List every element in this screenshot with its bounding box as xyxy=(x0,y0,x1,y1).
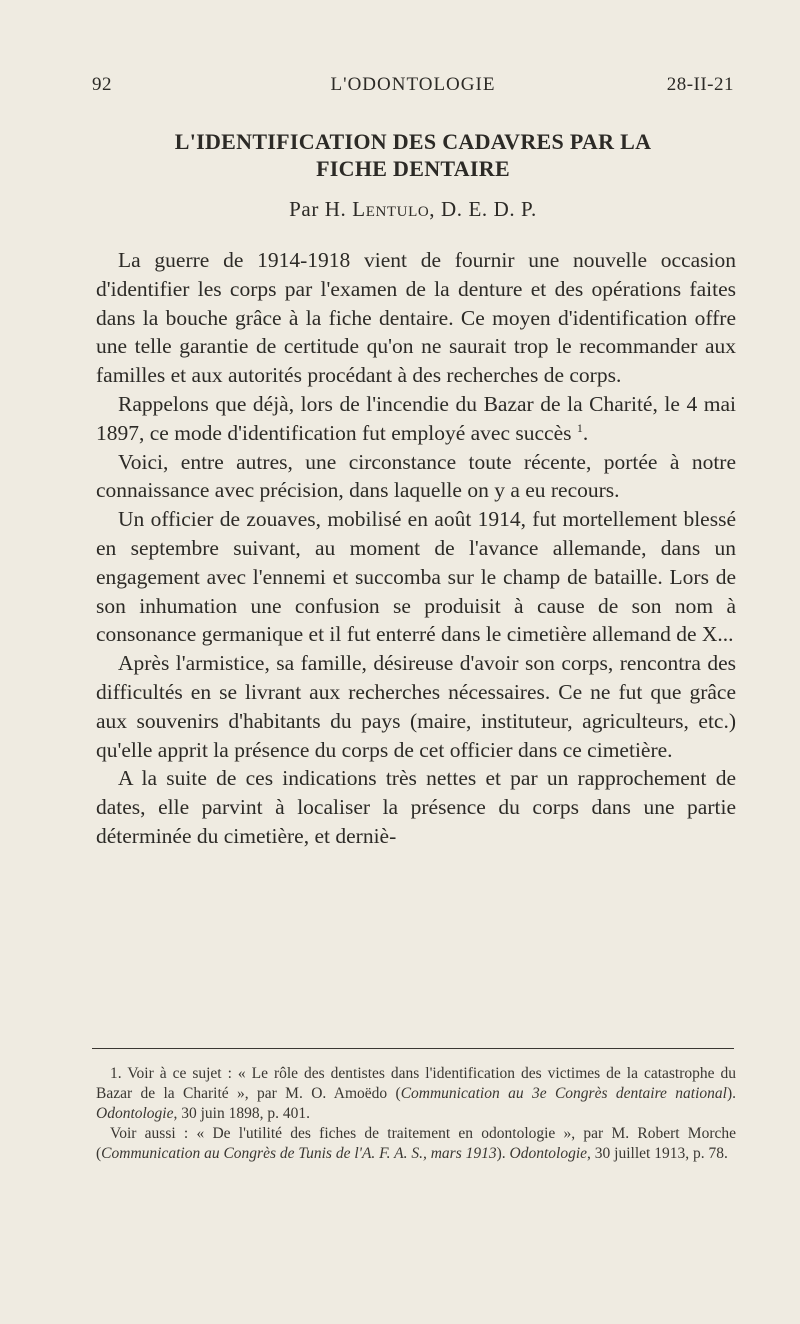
footnote-1 xyxy=(96,1064,736,1124)
byline-prefix: Par H. xyxy=(289,197,347,221)
footnote-2-end: , 30 juillet 1913, p. 78. xyxy=(587,1145,728,1162)
footnote-reference[interactable]: 1 xyxy=(576,420,583,435)
footnote-2-mid: ). xyxy=(496,1145,510,1162)
footnotes xyxy=(96,1064,736,1164)
paragraph-2-text: Rappelons que déjà, lors de l'incendie du Bazar de la Charité, le 4 mai 1897, ce mode d'identification fut employé avec succès xyxy=(96,391,736,445)
footnote-2-italic-1: Communication au Congrès de Tunis de l'A. F. A. S., mars 1913 xyxy=(101,1145,497,1162)
footnote-1-italic-2: Odontologie xyxy=(96,1105,174,1122)
issue-date: 28-II-21 xyxy=(666,74,734,95)
footnote-2-italic-2: Odontologie xyxy=(509,1145,588,1162)
paragraph-1: La guerre de 1914-1918 vient de fournir une nouvelle occasion d'identifier les corps par l'examen de la denture et des opérations faites dans la bouche grâce à la fiche dentaire. Ce moyen d'identification offre une telle garantie de certitude qu'on ne saurait trop le recommander aux familles et aux autorités procédant à des recherches de corps. xyxy=(96,248,736,388)
footnote-1-text: 1. Voir à ce sujet : « Le rôle des dentistes dans l'identification des victimes de la catastrophe du Bazar de la Charité », par M. O. Amoëdo ( xyxy=(96,1065,736,1102)
footnote-2-text: Voir aussi : « De l'utilité des fiches de traitement en odontologie », par M. Robert Morche ( xyxy=(96,1125,736,1162)
paragraph-5: Après l'armistice, sa famille, désireuse d'avoir son corps, rencontra des difficultés en se livrant aux recherches nécessaires. Ce ne fut que grâce aux souvenirs d'habitants du pays (maire, instituteur, agriculteurs, etc.) qu'elle apprit la présence du corps de cet officier dans ce cimetière. xyxy=(96,651,736,762)
byline-suffix: , D. E. D. P. xyxy=(429,197,537,221)
title-line-2: FICHE DENTAIRE xyxy=(316,156,510,181)
title-line-1: L'IDENTIFICATION DES CADAVRES PAR LA xyxy=(174,129,652,154)
byline-author: Lentulo xyxy=(352,197,430,221)
footnote-2 xyxy=(96,1124,736,1164)
footnote-1-mid: ). xyxy=(726,1085,737,1102)
article-body xyxy=(96,246,736,851)
paragraph-6: A la suite de ces indications très nettes et par un rapprochement de dates, elle parvint à localiser la présence du corps dans une partie déterminée du cimetière, et derniè- xyxy=(96,766,736,848)
paragraph-4: Un officier de zouaves, mobilisé en août 1914, fut mortellement blessé en septembre suivant, au moment de l'avance allemande, dans un engagement avec l'ennemi et succomba sur le champ de bataille. Lors de son inhumation une confusion se produisit à cause de son nom à consonance germanique et il fut enterré dans le cimetière allemand de X... xyxy=(96,507,736,647)
byline xyxy=(92,197,734,222)
page-number: 92 xyxy=(92,74,112,95)
footnote-1-end: , 30 juin 1898, p. 401. xyxy=(173,1105,310,1122)
paragraph-2-end: . xyxy=(582,420,589,445)
paragraph-2 xyxy=(96,390,736,448)
footnote-divider xyxy=(92,1048,734,1049)
running-header xyxy=(92,74,734,104)
paragraph-3: Voici, entre autres, une circonstance toute récente, portée à notre connaissance avec précision, dans laquelle on y a eu recours. xyxy=(96,449,736,503)
footnote-1-italic-1: Communication au 3e Congrès dentaire national xyxy=(400,1085,727,1102)
journal-name: L'ODONTOLOGIE xyxy=(330,74,496,95)
article-title xyxy=(92,128,734,182)
